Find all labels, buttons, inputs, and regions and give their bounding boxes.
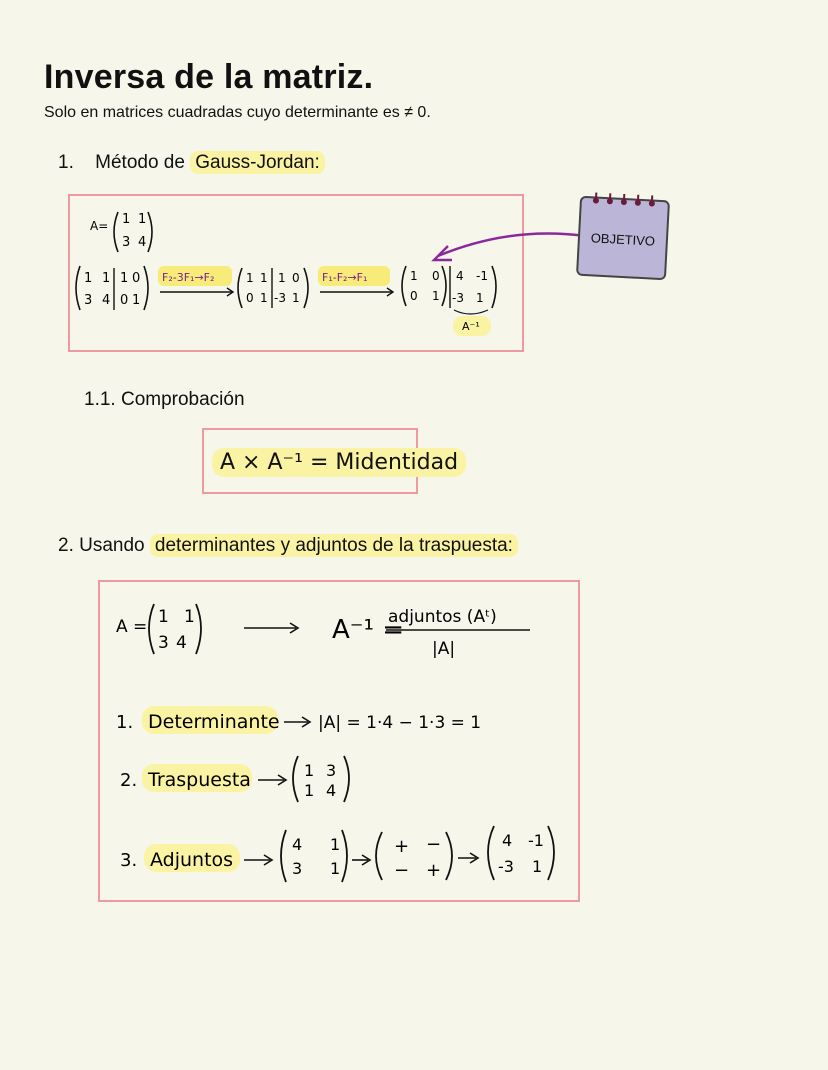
svg-text:4: 4 bbox=[502, 831, 513, 850]
svg-text:1: 1 bbox=[122, 212, 131, 227]
svg-text:0: 0 bbox=[410, 289, 418, 303]
svg-text:-1: -1 bbox=[476, 269, 488, 283]
subsection-heading: 1.1. Comprobación bbox=[84, 389, 245, 410]
section1-heading bbox=[58, 152, 325, 174]
page-title: Inversa de la matriz. bbox=[44, 58, 374, 96]
svg-text:1: 1 bbox=[292, 291, 300, 305]
formula-denominator: |A| bbox=[432, 639, 456, 659]
svg-text:0: 0 bbox=[246, 291, 254, 305]
svg-text:3: 3 bbox=[158, 633, 169, 653]
row-op-2: F₁-F₂→F₁ bbox=[322, 271, 368, 284]
gauss-jordan-box bbox=[68, 194, 524, 352]
step1-number: 1. bbox=[116, 712, 134, 733]
svg-text:-3: -3 bbox=[274, 291, 286, 305]
svg-text:1: 1 bbox=[102, 271, 111, 286]
svg-text:4: 4 bbox=[292, 835, 303, 854]
step2-label: Traspuesta bbox=[148, 769, 251, 791]
svg-text:3: 3 bbox=[84, 293, 93, 308]
svg-text:1: 1 bbox=[410, 269, 418, 283]
svg-text:1: 1 bbox=[432, 289, 440, 303]
sign-minus-1: − bbox=[426, 834, 442, 855]
svg-text:3: 3 bbox=[122, 235, 131, 250]
spiral-binding bbox=[582, 190, 669, 208]
svg-text:0: 0 bbox=[292, 271, 300, 285]
section1-prefix: Método de bbox=[95, 152, 185, 173]
formula-lhs: A⁻¹ = bbox=[332, 615, 404, 645]
svg-text:1: 1 bbox=[260, 291, 268, 305]
determinant-work bbox=[100, 582, 578, 900]
svg-text:4: 4 bbox=[456, 269, 464, 283]
section2-heading bbox=[58, 535, 518, 557]
svg-text:1: 1 bbox=[158, 607, 169, 627]
svg-text:1: 1 bbox=[330, 859, 341, 878]
svg-text:1: 1 bbox=[132, 293, 141, 308]
svg-text:1: 1 bbox=[260, 271, 268, 285]
objective-arrow bbox=[420, 222, 590, 272]
svg-text:1: 1 bbox=[84, 271, 93, 286]
svg-text:-1: -1 bbox=[528, 831, 544, 850]
section2-highlight: determinantes y adjuntos de la traspuesta: bbox=[150, 534, 518, 557]
svg-text:1: 1 bbox=[304, 781, 315, 800]
svg-text:-3: -3 bbox=[498, 857, 514, 876]
step1-equation: |A| = 1·4 − 1·3 = 1 bbox=[318, 713, 482, 733]
section1-highlight: Gauss-Jordan: bbox=[190, 151, 325, 174]
svg-text:0: 0 bbox=[132, 271, 141, 286]
svg-text:1: 1 bbox=[532, 857, 543, 876]
sign-plus-1: + bbox=[394, 836, 410, 857]
objective-sticky-note bbox=[576, 196, 670, 281]
svg-text:0: 0 bbox=[432, 269, 440, 283]
svg-text:0: 0 bbox=[120, 293, 129, 308]
svg-text:1: 1 bbox=[246, 271, 254, 285]
gauss-jordan-work bbox=[70, 196, 522, 350]
section1-number: 1. bbox=[58, 152, 74, 173]
matrix-a-label-2: A = bbox=[116, 617, 148, 637]
svg-text:3: 3 bbox=[326, 761, 337, 780]
step3-label: Adjuntos bbox=[150, 849, 234, 871]
step1-label: Determinante bbox=[148, 711, 280, 733]
matrix-a-label: A= bbox=[90, 219, 109, 233]
check-box bbox=[202, 428, 459, 494]
inverse-label: A⁻¹ bbox=[462, 320, 480, 333]
svg-text:1: 1 bbox=[278, 271, 286, 285]
svg-text:4: 4 bbox=[102, 293, 111, 308]
sign-plus-2: + bbox=[426, 860, 442, 881]
formula-numerator: adjuntos (Aᵗ) bbox=[388, 607, 497, 627]
check-formula: A × A⁻¹ = Midentidad bbox=[212, 448, 466, 477]
section2-prefix: 2. Usando bbox=[58, 535, 145, 556]
step3-number: 3. bbox=[120, 850, 138, 871]
svg-text:4: 4 bbox=[176, 633, 187, 653]
svg-text:4: 4 bbox=[326, 781, 337, 800]
svg-text:3: 3 bbox=[292, 859, 303, 878]
determinant-box bbox=[98, 580, 580, 902]
step2-number: 2. bbox=[120, 770, 138, 791]
svg-text:1: 1 bbox=[330, 835, 341, 854]
svg-text:1: 1 bbox=[476, 291, 484, 305]
svg-text:4: 4 bbox=[138, 235, 147, 250]
sticky-note-label: OBJETIVO bbox=[590, 230, 656, 249]
svg-text:-3: -3 bbox=[452, 291, 464, 305]
svg-text:1: 1 bbox=[184, 607, 195, 627]
sign-minus-2: − bbox=[394, 860, 410, 881]
svg-text:1: 1 bbox=[138, 212, 147, 227]
row-op-1: F₂-3F₁→F₂ bbox=[162, 271, 215, 284]
page-subtitle: Solo en matrices cuadradas cuyo determinante es ≠ 0. bbox=[44, 104, 431, 121]
svg-text:1: 1 bbox=[120, 271, 129, 286]
svg-text:1: 1 bbox=[304, 761, 315, 780]
